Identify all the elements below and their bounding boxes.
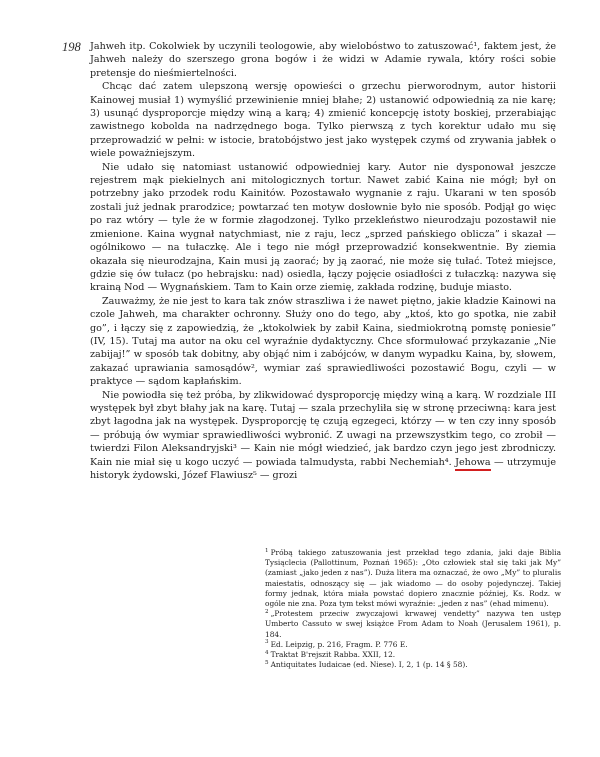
footnote xyxy=(265,640,561,650)
paragraph: Zauważmy, że nie jest to kara tak znów straszliwa i że nawet piętno, jakie kładzie Kainowi na czole Jahweh, ma charakter ochronny. Służy ono do tego, aby „ktoś, kto go spotka, nie zabił go”, i łączy się z zapowiedzią, że „ktokolwiek by zabił Kaina, siedmiokrotną pomstę poniesie” (IV, 15). Tutaj ma autor na oku cel wyraźnie dydaktyczny. Chce sformułować przykazanie „Nie zabijaj!” w sposób tak dobitny, aby objąć nim i zabójców, w danym wypadku Kaina, by, słowem, zakazać uprawiania samosądów², wymiar zaś sprawiedliwości pozostawić Bogu, czyli — w praktyce — sądom kapłańskim. xyxy=(90,295,556,388)
footnote-number: 2 xyxy=(265,608,269,615)
footnote-number: 4 xyxy=(265,649,269,656)
footnote-text: Traktat B'rejszit Rabba. XXII, 12. xyxy=(270,650,396,660)
page-number: 198 xyxy=(62,40,81,54)
paragraph: Jahweh itp. Cokolwiek by uczynili teologowie, aby wielobóstwo to zatuszować¹, faktem jest, że Jahweh należy do szerszego grona bogów i że widzi w Adamie rywala, który rości sobie pretensje do nieśmiertelności. xyxy=(90,41,556,79)
footnote-number: 1 xyxy=(265,547,269,554)
paragraph-last xyxy=(90,389,556,483)
footnote-text: Antiquitates Iudaicae (ed. Niese). I, 2, 1 (p. 14 § 58). xyxy=(270,660,468,670)
footnote xyxy=(265,660,561,670)
footnote-number: 3 xyxy=(265,639,269,646)
footnote xyxy=(265,609,561,640)
footnote-text: „Protestem przeciw zwyczajowi krwawej vendetty” nazywa ten ustęp Umberto Cassuto w swej książce From Adam to Noah (Jerusalem 1961), p. 184. xyxy=(265,609,561,639)
footnote-text: Ed. Leipzig, p. 216, Fragm. P. 776 E. xyxy=(270,639,408,649)
footnote xyxy=(265,548,561,609)
footnotes xyxy=(265,548,561,670)
footnote-text: Próbą takiego zatuszowania jest przekład tego zdania, jaki daje Biblia Tysiąclecia (Pallottinum, Poznań 1965): „Oto człowiek stał się taki jak My” (zamiast „jako jeden z nas”). Duża litera ma oznaczać, że owo „My” to pluralis maiestatis, odnoszący się — jak wiadomo — do osoby pojedynczej. Takiej formy jednak, która miała powstać dopiero znacznie później, Ks. Rodz. w ogóle nie zna. Poza tym tekst mówi wyraźnie: „jeden z nas” (ehad mimenu). xyxy=(265,548,561,609)
paragraph-text: Nie powiodła się też próba, by zlikwidować dysproporcję między winą a karą. W rozdziale III występek był zbyt błahy jak na karę. Tutaj — szala przechyliła się w stronę przeciwną: kara jest zbyt łagodna jak na występek. Dysproporcję tę czują egzegeci, którzy — w ten czy inny sposób — próbują ów wymiar sprawiedliwości wybronić. Z uwagi na przewszystkim tego, co zrobił — twierdzi Filon Aleksandryjski³ — Kain nie mógł wiedzieć, jak bardzo czyn jego jest zbrodniczy. Kain nie miał się u kogo uczyć — powiada talmudysta, rabbi Nechemiah⁴. xyxy=(90,389,556,468)
paragraph: Nie udało się natomiast ustanowić odpowiedniej kary. Autor nie dysponował jeszcze rejestrem mąk piekielnych ani mitologicznych tortur. Nawet zabić Kaina nie mógł; był on potrzebny jako przodek rodu Kainitów. Pozostawało wygnanie z raju. Ukarani w ten sposób zostali już jednak prarodzice; powtarzać ten motyw dosłownie było nie sposób. Podjął go więc po raz wtóry — tyle że w formie złagodzonej. Tylko przekleństwo nieurodzaju pozostawił nie zmienione. Kaina wygnał natychmiast, nie z raju, lecz „sprzed pańskiego oblicza” i skazał — ogólnikowo — na tułaczkę. Ale i tego nie mógł przeprowadzić konsekwentnie. By ziemia okazała się nieurodzajna, Kain musi ją zaorać; by ją zaorać, nie może się tułać. Toteż miejsce, gdzie się ów tułacz (po hebrajsku: nad) osiedla, łączy pojęcie osiadłości z tułaczką: nazywa się krainą Nod — Wygnańskiem. Tam to Kain orze ziemię, zakłada rodzinę, buduje miasto. xyxy=(90,161,556,294)
highlighted-word: Jehowa xyxy=(455,457,490,471)
footnote-number: 5 xyxy=(265,659,269,666)
footnote xyxy=(265,650,561,660)
main-text xyxy=(90,40,556,482)
paragraph: Chcąc dać zatem ulepszoną wersję opowieści o grzechu pierworodnym, autor historii Kainowej musiał 1) wymyślić przewinienie mniej błahe; 2) ustanowić odpowiednią za nie karę; 3) usunąć dysproporcje między winą a karą; 4) zmienić koncepcję istoty boskiej, przerabiając zawistnego kobolda na nadrzędnego boga. Tylko pierwszą z tych korektur udało mu się przeprowadzić w pełni: w istocie, bratobójstwo jest jako występek czymś od zrywania jabłek o wiele poważniejszym. xyxy=(90,81,556,160)
paragraph-text-continued: — utrzymuje historyk żydowski, Józef Flawiusz⁵ — grozi xyxy=(90,456,556,481)
